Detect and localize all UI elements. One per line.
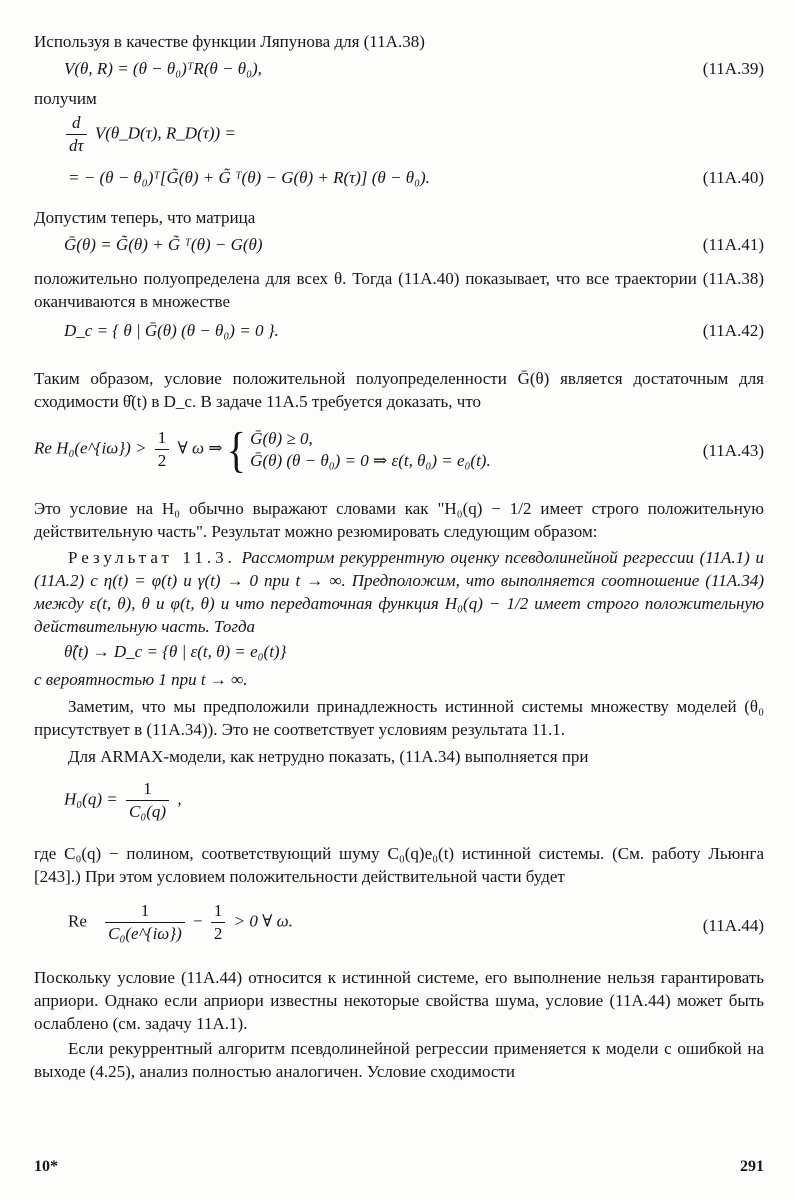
- equation-number: (11А.44): [702, 916, 764, 935]
- equation-formula: θ̂(t) → D_c = {θ | ε(t, θ) = e₀(t)}: [64, 642, 287, 661]
- equation-11A40: [34, 112, 764, 192]
- equation-formula: D_c = { θ | Ḡ(θ) (θ − θ₀) = 0 }.: [64, 321, 279, 340]
- derivative-numerator: d: [66, 112, 87, 135]
- page-number: 291: [740, 1158, 764, 1175]
- paragraph-thus: Таким образом, условие положительной полуопределенности Ḡ(θ) является достаточным для сходимости θ̂(t) в D_c. В задаче 11А.5 требуется доказать, что: [34, 369, 764, 411]
- paragraph-armax: Для ARMAX-модели, как нетрудно показать, (11А.34) выполняется при: [68, 747, 589, 766]
- paragraph-where: где C₀(q) − полином, соответствующий шуму C₀(q)e₀(t) истинной системы. (См. работу Льюнга [243].) При этом условием положительности действительной части будет: [34, 844, 764, 886]
- re-label: Re: [68, 911, 87, 931]
- intro-line: Используя в качестве функции Ляпунова для (11А.38): [34, 32, 425, 51]
- result-block: [34, 546, 764, 638]
- forall-implies: ∀ ω ⇒: [177, 438, 223, 458]
- derivative-denominator: dτ: [69, 136, 84, 155]
- cases-block: [250, 428, 491, 472]
- equation-tail: ,: [177, 789, 182, 809]
- equation-11A43: [34, 419, 764, 485]
- equation-11A41: [34, 233, 764, 257]
- case-line: Ḡ(θ) (θ − θ₀) = 0 ⇒ ε(t, θ₀) = e₀(t).: [250, 450, 491, 470]
- case-line: Ḡ(θ) ≥ 0,: [250, 428, 313, 448]
- result-text: Рассмотрим рекуррентную оценку псевдолинейной регрессии (11А.1) и (11А.2) с η(t) = φ(t) и γ(t) → 0 при t → ∞. Предположим, что выполняется соотношение (11А.34) между ε(t, θ), θ и φ(t, θ) и что передаточная функция H₀(q) − 1/2 имеет строго положительную действительную часть. Тогда: [34, 548, 764, 636]
- left-brace: {: [226, 420, 246, 477]
- fraction-numerator: 1: [211, 900, 226, 923]
- half-fraction: [211, 900, 226, 945]
- equation-number: (11А.43): [702, 441, 764, 460]
- fraction-denominator: 2: [213, 924, 223, 943]
- paragraph-condition: Это условие на H₀ обычно выражают словами как "H₀(q) − 1/2 имеет строго положительную действительную часть". Результат можно резюмировать следующим образом:: [34, 499, 764, 541]
- equation-h0: [34, 774, 764, 834]
- paragraph-if: Если рекуррентный алгоритм псевдолинейной регрессии применяется к модели с ошибкой на выходе (4.25), анализ полностью аналогичен. Условие сходимости: [34, 1039, 764, 1081]
- result-tail: с вероятностью 1 при t → ∞.: [34, 670, 248, 689]
- page-body: [34, 30, 764, 1083]
- h0-fraction: [126, 778, 169, 823]
- fraction-denominator: C₀(q): [128, 802, 167, 821]
- equation-11A42: [34, 319, 764, 343]
- page-footer: [34, 1155, 764, 1178]
- fraction-numerator: 1: [126, 778, 169, 801]
- equation-lhs: H₀(q) =: [64, 789, 118, 809]
- equation-formula: V(θ, R) = (θ − θ₀)ᵀR(θ − θ₀),: [64, 59, 262, 78]
- fraction-denominator: C₀(e^{iω}): [108, 924, 182, 943]
- half-fraction: [155, 427, 170, 472]
- equation-11A39: [34, 57, 764, 81]
- result-label: Результат 11.3.: [68, 548, 236, 567]
- equation-11A44: [34, 896, 764, 960]
- equation-tail: > 0 ∀ ω.: [233, 911, 293, 931]
- main-fraction: [105, 900, 185, 945]
- fraction-numerator: 1: [155, 427, 170, 450]
- fraction-numerator: 1: [105, 900, 185, 923]
- paragraph-posdef: положительно полуопределена для всех θ. Тогда (11А.40) показывает, что все траектории (11А.38) оканчиваются в множестве: [34, 269, 764, 311]
- equation-number: (11А.40): [702, 168, 764, 187]
- paragraph-note: Заметим, что мы предположили принадлежность истинной системы множеству моделей (θ₀ присутствует в (11А.34)). Это не соответствует условиям результата 11.1.: [34, 697, 764, 739]
- equation-number: (11А.41): [702, 235, 764, 254]
- derivative-fraction: [66, 112, 87, 157]
- paragraph-since: Поскольку условие (11А.44) относится к истинной системе, его выполнение нельзя гарантировать априори. Однако если априори известны некоторые свойства шума, условие (11А.44) может быть ослаблено (см. задачу 11А.1).: [34, 968, 764, 1033]
- paragraph-obtain: получим: [34, 89, 97, 108]
- equation-lhs: Re H₀(e^{iω}) >: [34, 438, 147, 458]
- fraction-denominator: 2: [157, 451, 167, 470]
- equation-number: (11А.39): [702, 59, 764, 78]
- equation-formula: Ḡ(θ) = G̃(θ) + G̃ ᵀ(θ) − G(θ): [64, 235, 263, 254]
- paragraph-assume: Допустим теперь, что матрица: [34, 208, 256, 227]
- minus-sign: −: [193, 911, 203, 931]
- equation-number: (11А.42): [702, 321, 764, 340]
- signature-mark: 10*: [34, 1158, 58, 1175]
- result-formula: [34, 640, 764, 664]
- equation-lhs: V(θ_D(τ), R_D(τ)) =: [94, 123, 236, 143]
- equation-rhs: = − (θ − θ₀)ᵀ[G̃(θ) + G̃ ᵀ(θ) − G(θ) + R(τ)] (θ − θ₀).: [68, 168, 430, 187]
